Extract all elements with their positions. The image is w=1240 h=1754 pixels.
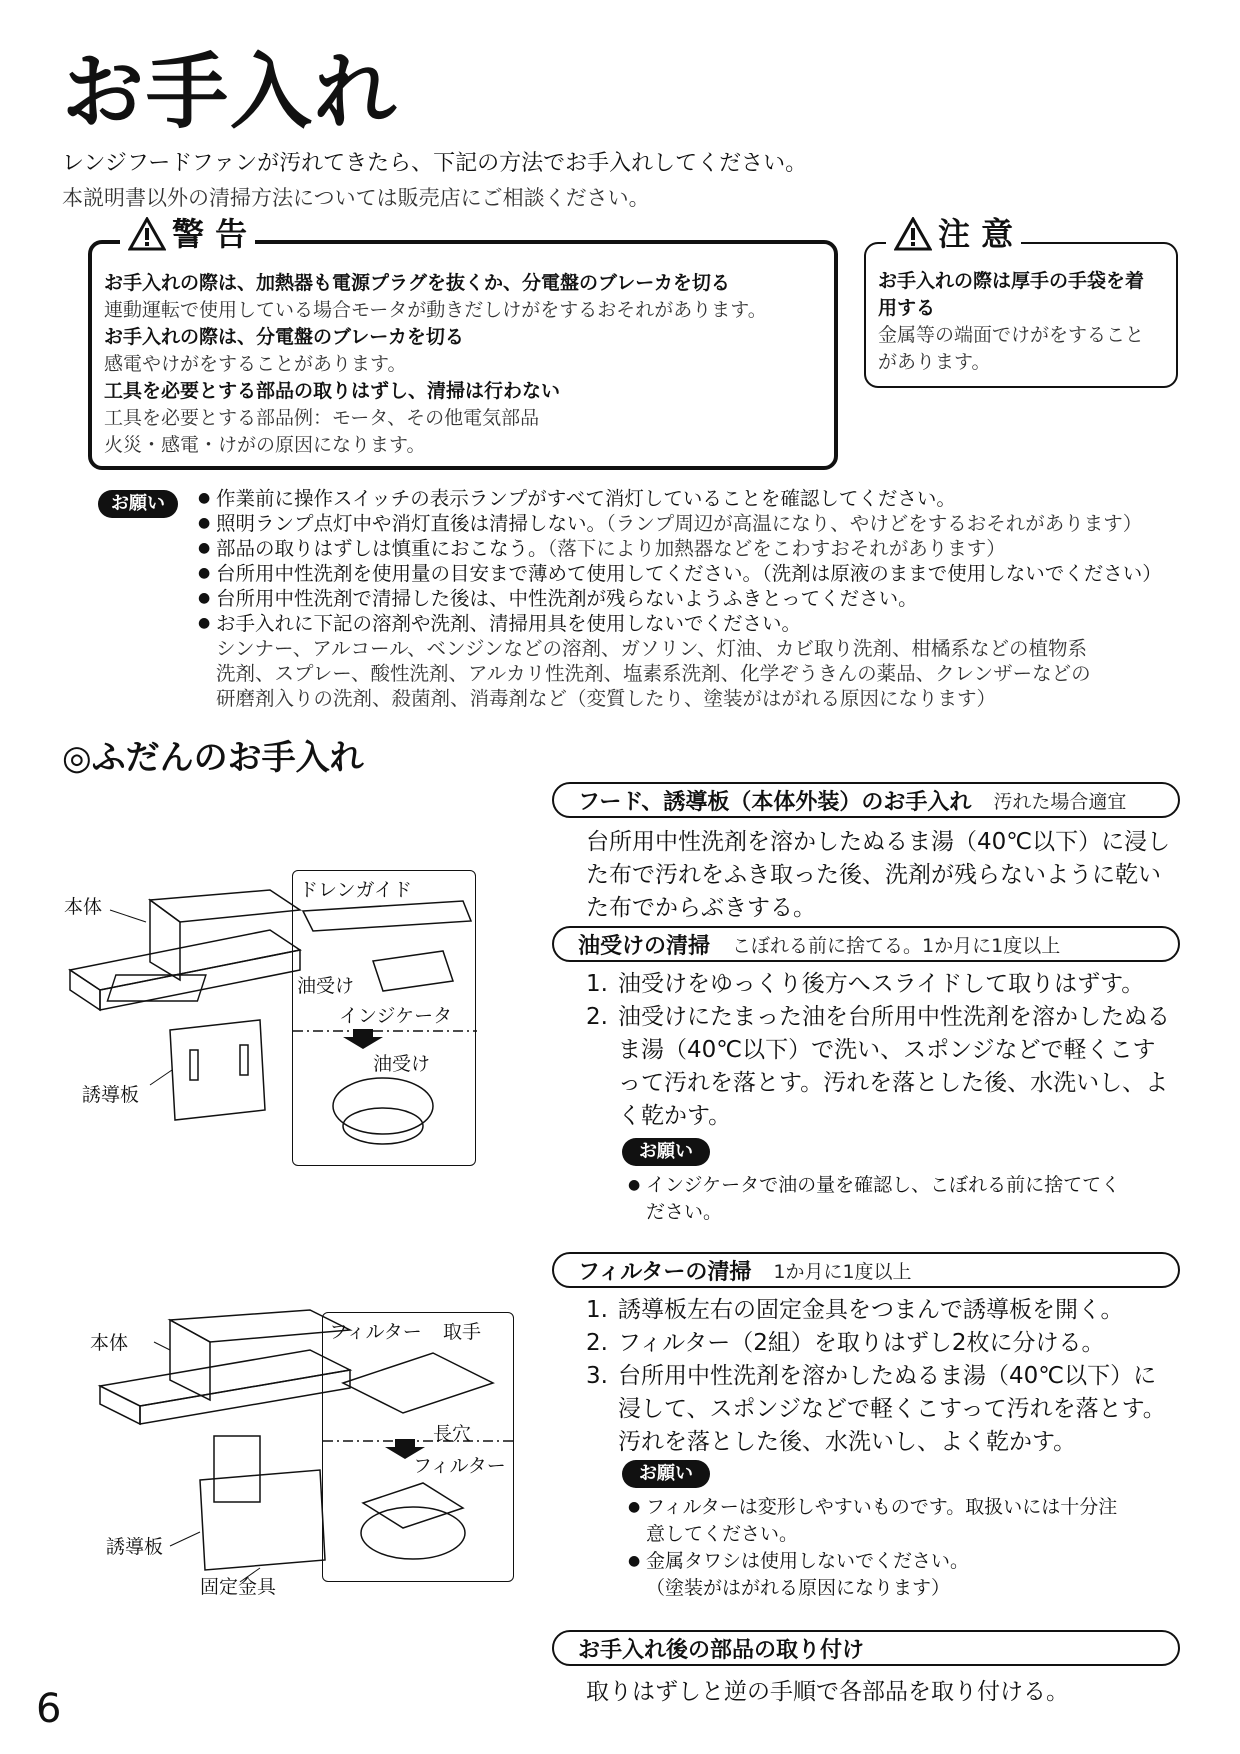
label-guide-plate: 誘導板 [82, 1084, 140, 1106]
label-fixing-clip: 固定金具 [200, 1576, 277, 1598]
oil-note [628, 1172, 1188, 1226]
caution-body [878, 268, 1166, 376]
warning-line: お手入れの際は、分電盤のブレーカを切る [104, 326, 464, 348]
label-guide-plate-2: 誘導板 [106, 1536, 164, 1558]
warning-triangle-icon [128, 217, 166, 251]
warning-line: 工具を必要とする部品の取りはずし、清掃は行わない [104, 380, 561, 402]
request-item [198, 511, 1162, 536]
step-number: 2. [586, 1004, 608, 1030]
label-filter: フィルター [329, 1321, 422, 1343]
oil-notes [628, 1172, 1188, 1226]
request-text: 作業前に操作スイッチの表示ランプがすべて消灯していることを確認してください。 [216, 487, 956, 510]
oil-onegai-badge: お願い [622, 1138, 710, 1166]
label-drain-guide: ドレンガイド [299, 875, 412, 902]
note-line: ださい。 [646, 1201, 723, 1223]
label-body-2: 本体 [90, 1332, 129, 1354]
step-line: ま湯（40℃以下）で洗い、スポンジなどで軽くこす [618, 1037, 1156, 1063]
filter-note [628, 1494, 1188, 1548]
label-oil-cup-2: 油受け [373, 1053, 431, 1075]
filter-step [586, 1360, 1186, 1459]
label-body: 本体 [64, 896, 103, 918]
step-line: 汚れを落とした後、水洗いし、よく乾かす。 [618, 1429, 1077, 1455]
solvent-line: 洗剤、スプレー、酸性洗剤、アルカリ性洗剤、塩素系洗剤、化学ぞうきんの薬品、クレンザーなどの [216, 662, 1091, 685]
oil-step [586, 968, 1186, 1001]
step-line: 浸して、スポンジなどで軽くこすって汚れを落とす。 [618, 1396, 1166, 1422]
note-line: （塗装がはがれる原因になります） [646, 1577, 951, 1599]
hood-body [586, 826, 1186, 925]
hood-title: フード、誘導板（本体外装）のお手入れ [578, 789, 972, 815]
caution-box [864, 215, 1178, 388]
request-text: 照明ランプ点灯中や消灯直後は清掃しない。 [216, 512, 607, 535]
filter-diagram [60, 1300, 520, 1600]
step-number: 1. [586, 1297, 608, 1323]
oil-title: 油受けの清掃 [578, 933, 711, 959]
filter-notes [628, 1494, 1188, 1602]
request-note: （ランプ周辺が高温になり、やけどをするおそれがあります） [606, 512, 1143, 535]
request-item [198, 586, 1162, 611]
warning-body [104, 270, 824, 459]
reattach-header [552, 1630, 1180, 1666]
warning-line: お手入れの際は、加熱器も電源プラグを抜くか、分電盤のブレーカを切る [104, 272, 730, 294]
caution-triangle-icon [894, 217, 932, 251]
note-line: ● フィルターは変形しやすいものです。取扱いには十分注 [646, 1496, 1118, 1518]
warning-line: 火災・感電・けがの原因になります。 [104, 434, 426, 456]
request-item [198, 536, 1162, 561]
oil-step [586, 1001, 1186, 1133]
note-line: 意してください。 [646, 1523, 799, 1545]
reattach-title: お手入れ後の部品の取り付け [578, 1637, 865, 1663]
step-line: 台所用中性洗剤を溶かしたぬるま湯（40℃以下）に [618, 1363, 1157, 1389]
filter-inset-illustration [323, 1313, 515, 1583]
warning-line: 感電やけがをすることがあります。 [104, 353, 407, 375]
step-number: 2. [586, 1330, 608, 1356]
warning-title: 警 告 [172, 215, 248, 253]
page-title: お手入れ [62, 45, 399, 140]
filter-step [586, 1294, 1186, 1327]
filter-onegai-badge: お願い [622, 1460, 710, 1488]
oil-steps [586, 968, 1186, 1133]
oilcup-diagram [60, 870, 480, 1180]
step-line: って汚れを落とす。汚れを落とした後、水洗いし、よ [618, 1070, 1169, 1096]
warning-header [120, 214, 255, 254]
request-note: （落下により加熱器などをこわすおそれがあります） [547, 537, 1006, 560]
hood-frequency: 汚れた場合適宜 [993, 790, 1127, 813]
hood-line: 台所用中性洗剤を溶かしたぬるま湯（40℃以下）に浸し [586, 829, 1171, 855]
step-line: 油受けをゆっくり後方へスライドして取りはずす。 [618, 971, 1145, 997]
request-text: 部品の取りはずしは慎重におこなう。 [216, 537, 548, 560]
request-text: 台所用中性洗剤で清掃した後は、中性洗剤が残らないようふきとってください。 [216, 587, 918, 610]
section-title: ◎ふだんのお手入れ [62, 738, 364, 778]
filter-header [552, 1252, 1180, 1288]
label-oil-cup: 油受け [297, 975, 355, 997]
requests-list [198, 486, 1162, 711]
step-number: 3. [586, 1363, 608, 1389]
filter-step [586, 1327, 1186, 1360]
intro-line-2: 本説明書以外の清掃方法については販売店にご相談ください。 [62, 186, 650, 210]
intro-line-1: レンジフードファンが汚れてきたら、下記の方法でお手入れしてください。 [62, 151, 808, 176]
hood-line: た布で汚れをふき取った後、洗剤が残らないように乾い [586, 862, 1161, 888]
caution-line: 金属等の端面でけがをすること [878, 324, 1145, 346]
reattach-body: 取りはずしと逆の手順で各部品を取り付ける。 [586, 1679, 1069, 1705]
filter-steps [586, 1294, 1186, 1459]
filter-inset [322, 1312, 514, 1582]
filter-frequency: 1か月に1度以上 [773, 1260, 912, 1283]
warning-box [88, 215, 838, 470]
oilcup-inset [292, 870, 476, 1166]
oil-header [552, 926, 1180, 962]
caution-line: お手入れの際は厚手の手袋を着 [878, 270, 1145, 292]
request-text: 台所用中性洗剤を使用量の目安まで薄めて使用してください。（洗剤は原液のままで使用しないでください） [216, 562, 1162, 585]
label-filter-2: フィルター [413, 1455, 506, 1477]
filter-title: フィルターの清掃 [578, 1259, 752, 1285]
hood-line: た布でからぶきする。 [586, 895, 816, 921]
page-number: 6 [36, 1686, 62, 1732]
caution-title: 注 意 [938, 215, 1014, 253]
note-line: ● 金属タワシは使用しないでください。 [646, 1550, 970, 1572]
request-item [198, 611, 1162, 636]
caution-line: があります。 [878, 351, 991, 373]
step-line: フィルター（2組）を取りはずし2枚に分ける。 [618, 1330, 1105, 1356]
label-indicator: インジケータ [339, 1005, 453, 1027]
label-slot: 長穴 [433, 1423, 472, 1445]
note-line: ● インジケータで油の量を確認し、こぼれる前に捨ててく [646, 1174, 1121, 1196]
label-handle: 取手 [443, 1321, 482, 1343]
filter-note [628, 1548, 1188, 1602]
request-text: お手入れに下記の溶剤や洗剤、清掃用具を使用しないでください。 [216, 612, 802, 635]
step-number: 1. [586, 971, 608, 997]
caution-line: 用する [878, 297, 936, 319]
onegai-badge: お願い [98, 490, 178, 518]
solvent-line: シンナー、アルコール、ベンジンなどの溶剤、ガソリン、灯油、カビ取り洗剤、柑橘系などの植物系 [216, 637, 1087, 660]
request-item [198, 561, 1162, 586]
solvent-line: 研磨剤入りの洗剤、殺菌剤、消毒剤など（変質したり、塗装がはがれる原因になります） [216, 687, 997, 710]
request-item [198, 486, 1162, 511]
warning-line: 連動運転で使用している場合モータが動きだしけがをするおそれがあります。 [104, 299, 767, 321]
hood-header [552, 782, 1180, 818]
oil-frequency: こぼれる前に捨てる。1か月に1度以上 [732, 934, 1061, 957]
warning-line: 工具を必要とする部品例：モータ、その他電気部品 [104, 407, 540, 429]
step-line: く乾かす。 [618, 1103, 732, 1129]
step-line: 油受けにたまった油を台所用中性洗剤を溶かしたぬる [618, 1004, 1170, 1030]
caution-header [886, 214, 1021, 254]
step-line: 誘導板左右の固定金具をつまんで誘導板を開く。 [618, 1297, 1124, 1323]
